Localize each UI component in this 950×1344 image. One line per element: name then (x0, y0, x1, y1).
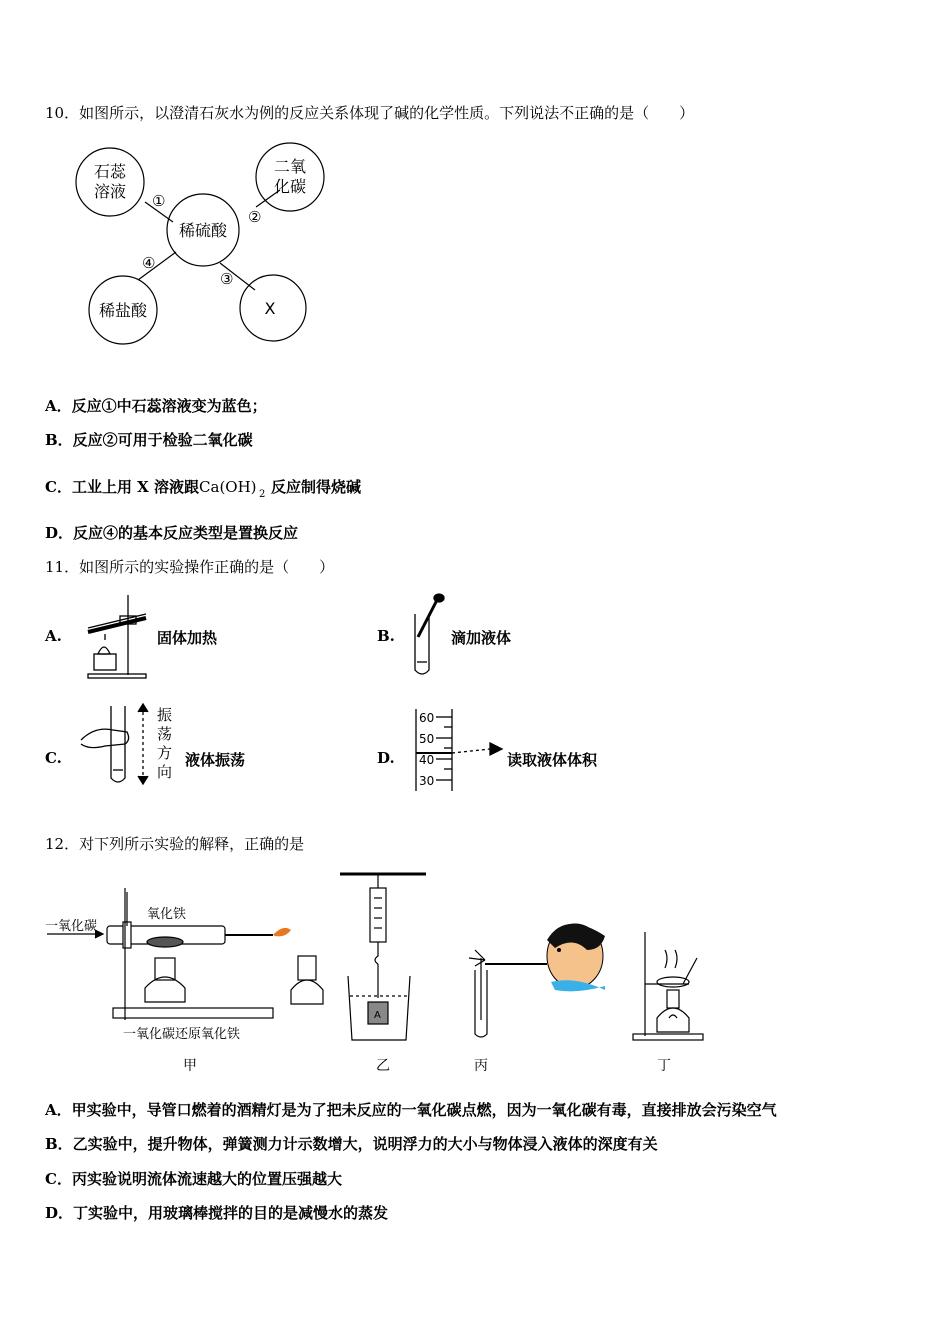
q11-option-c-text: 液体振荡 (185, 751, 246, 769)
block-label: A (374, 1010, 381, 1021)
cylinder-reading-figure (412, 707, 507, 793)
q10-option-c-pre: C．工业上用 X 溶液跟 (45, 478, 200, 496)
cylinder-tick-40: 40 (419, 753, 435, 767)
co-reduction-caption: 一氧化碳还原氧化铁 (123, 1027, 241, 1040)
solid-heating-figure (80, 590, 155, 680)
shaking-tube-figure (75, 700, 185, 788)
evaporation-figure (625, 928, 710, 1048)
co-reduction-figure (45, 880, 325, 1040)
q12-stem: 12．对下列所示实验的解释，正确的是 (45, 835, 305, 853)
hcl-label: 稀盐酸 (98, 301, 148, 320)
fig-bing-label: 丙 (474, 1058, 488, 1074)
co2-label-1: 二氧 (273, 157, 307, 176)
caoh2-formula: Ca(OH) (199, 478, 257, 496)
q12-option-b: B．乙实验中，提升物体，弹簧测力计示数增大，说明浮力的大小与物体浸入液体的深度有关 (45, 1135, 658, 1153)
co-label: 一氧化碳 (45, 919, 98, 934)
cylinder-tick-50: 50 (419, 732, 435, 746)
shake-label-3: 方 (157, 744, 173, 762)
fig-yi-label: 乙 (376, 1058, 390, 1074)
reaction-1-number: ① (152, 192, 166, 210)
fig-ding-label: 丁 (657, 1058, 671, 1074)
q12-option-a: A．甲实验中，导管口燃着的酒精灯是为了把未反应的一氧化碳点燃，因为一氧化碳有毒，直接排放会污染空气 (45, 1101, 777, 1119)
q10-option-c (45, 476, 362, 500)
q12-option-c: C．丙实验说明流体流速越大的位置压强越大 (45, 1170, 342, 1188)
q10-option-d: D．反应④的基本反应类型是置换反应 (45, 524, 299, 542)
q11-option-a-letter: A. (45, 627, 62, 645)
reaction-3-number: ③ (220, 270, 234, 288)
reaction-4-number: ④ (142, 254, 156, 272)
blowing-figure (455, 910, 615, 1050)
q11-option-b-text: 滴加液体 (451, 629, 512, 647)
fe2o3-label: 氧化铁 (147, 907, 187, 922)
litmus-label-2: 溶液 (93, 182, 127, 201)
spring-scale-figure (338, 868, 428, 1048)
q11-option-d-letter: D. (377, 749, 395, 767)
q10-reaction-diagram (60, 140, 340, 355)
caoh2-subscript: 2 (259, 489, 266, 500)
q10-option-b: B．反应②可用于检验二氧化碳 (45, 431, 253, 449)
shake-label-4: 向 (157, 763, 173, 781)
q11-option-a-text: 固体加热 (157, 629, 218, 647)
q10-option-a: A．反应①中石蕊溶液变为蓝色； (45, 397, 267, 415)
x-label: X (264, 299, 276, 318)
shake-label-1: 振 (157, 706, 173, 724)
q11-stem: 11．如图所示的实验操作正确的是（ ） (45, 558, 335, 576)
cylinder-tick-30: 30 (419, 774, 435, 788)
litmus-label-1: 石蕊 (93, 162, 127, 181)
cylinder-tick-60: 60 (419, 711, 435, 725)
q10-stem: 10．如图所示，以澄清石灰水为例的反应关系体现了碱的化学性质。下列说法不正确的是（ ） (45, 104, 695, 122)
dropper-figure (405, 592, 450, 682)
shake-label-2: 荡 (157, 725, 173, 743)
q10-option-c-post: 反应制得烧碱 (271, 478, 362, 496)
q11-option-b-letter: B. (377, 627, 395, 645)
q11-option-d-text: 读取液体体积 (507, 751, 598, 769)
reaction-2-number: ② (248, 208, 262, 226)
q11-option-c-letter: C. (45, 749, 62, 767)
fig-jia-label: 甲 (183, 1058, 197, 1074)
h2so4-label: 稀硫酸 (178, 221, 228, 240)
q12-option-d: D．丁实验中，用玻璃棒搅拌的目的是减慢水的蒸发 (45, 1204, 389, 1222)
co2-label-2: 化碳 (273, 177, 307, 196)
